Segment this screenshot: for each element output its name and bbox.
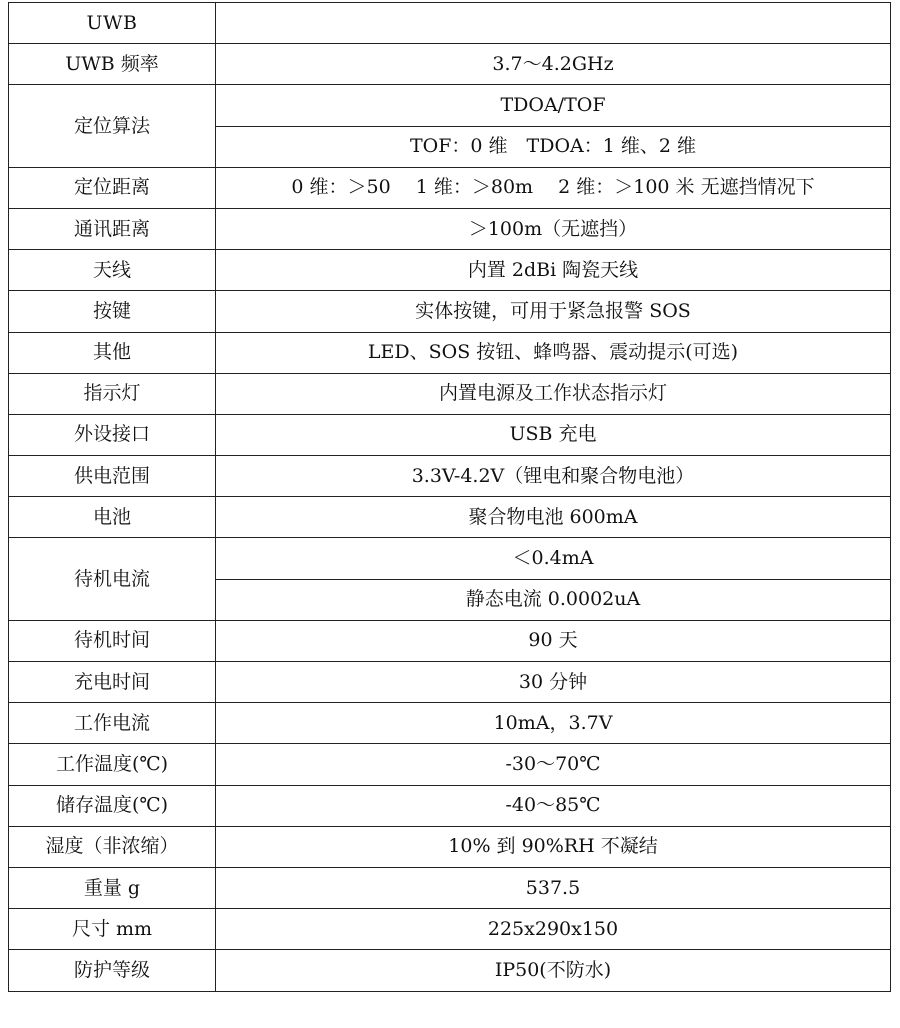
row-label: 电池 bbox=[9, 497, 216, 538]
row-label: UWB bbox=[9, 3, 216, 44]
row-label: 定位距离 bbox=[9, 167, 216, 208]
row-value: 内置 2dBi 陶瓷天线 bbox=[216, 250, 891, 291]
row-label: 尺寸 mm bbox=[9, 909, 216, 950]
table-row bbox=[9, 85, 891, 126]
row-label: 待机时间 bbox=[9, 620, 216, 661]
table-row bbox=[9, 620, 891, 661]
table-row bbox=[9, 744, 891, 785]
row-value: 3.3V-4.2V（锂电和聚合物电池） bbox=[216, 456, 891, 497]
row-value: -40～85℃ bbox=[216, 785, 891, 826]
row-value: ＜0.4mA bbox=[216, 538, 891, 579]
spec-table-body bbox=[9, 3, 891, 992]
row-value: USB 充电 bbox=[216, 414, 891, 455]
row-label: 天线 bbox=[9, 250, 216, 291]
row-value: 实体按键，可用于紧急报警 SOS bbox=[216, 291, 891, 332]
table-row bbox=[9, 332, 891, 373]
row-label: 工作温度(℃) bbox=[9, 744, 216, 785]
row-label: 指示灯 bbox=[9, 373, 216, 414]
row-value: TOF：0 维 TDOA：1 维、2 维 bbox=[216, 126, 891, 167]
row-value: 3.7～4.2GHz bbox=[216, 44, 891, 85]
row-value: 10mA，3.7V bbox=[216, 703, 891, 744]
row-label: 定位算法 bbox=[9, 85, 216, 167]
row-value: 静态电流 0.0002uA bbox=[216, 579, 891, 620]
row-value: ＞100m（无遮挡） bbox=[216, 208, 891, 249]
row-label: 工作电流 bbox=[9, 703, 216, 744]
row-label: 通讯距离 bbox=[9, 208, 216, 249]
table-row bbox=[9, 3, 891, 44]
table-row bbox=[9, 826, 891, 867]
row-label: 按键 bbox=[9, 291, 216, 332]
spec-table bbox=[8, 2, 891, 992]
row-label: 防护等级 bbox=[9, 950, 216, 991]
table-row bbox=[9, 909, 891, 950]
table-row bbox=[9, 414, 891, 455]
row-label: 重量 g bbox=[9, 867, 216, 908]
row-value: IP50(不防水) bbox=[216, 950, 891, 991]
table-row bbox=[9, 456, 891, 497]
row-label: UWB 频率 bbox=[9, 44, 216, 85]
row-value: -30～70℃ bbox=[216, 744, 891, 785]
row-value: 30 分钟 bbox=[216, 662, 891, 703]
row-value: 聚合物电池 600mA bbox=[216, 497, 891, 538]
row-label: 其他 bbox=[9, 332, 216, 373]
table-row bbox=[9, 538, 891, 579]
row-label: 待机电流 bbox=[9, 538, 216, 620]
row-value: TDOA/TOF bbox=[216, 85, 891, 126]
row-value: 225x290x150 bbox=[216, 909, 891, 950]
table-row bbox=[9, 950, 891, 991]
table-row bbox=[9, 291, 891, 332]
table-row bbox=[9, 208, 891, 249]
row-value: 90 天 bbox=[216, 620, 891, 661]
table-row bbox=[9, 250, 891, 291]
row-value: 0 维：＞50 1 维：＞80m 2 维：＞100 米 无遮挡情况下 bbox=[216, 167, 891, 208]
row-label: 储存温度(℃) bbox=[9, 785, 216, 826]
table-row bbox=[9, 867, 891, 908]
row-value: 内置电源及工作状态指示灯 bbox=[216, 373, 891, 414]
table-row bbox=[9, 497, 891, 538]
table-row bbox=[9, 44, 891, 85]
row-value: 537.5 bbox=[216, 867, 891, 908]
table-row bbox=[9, 167, 891, 208]
row-value: LED、SOS 按钮、蜂鸣器、震动提示(可选) bbox=[216, 332, 891, 373]
table-row bbox=[9, 703, 891, 744]
table-row bbox=[9, 662, 891, 703]
row-label: 湿度（非浓缩） bbox=[9, 826, 216, 867]
row-value bbox=[216, 3, 891, 44]
row-value: 10% 到 90%RH 不凝结 bbox=[216, 826, 891, 867]
table-row bbox=[9, 785, 891, 826]
table-row bbox=[9, 373, 891, 414]
row-label: 外设接口 bbox=[9, 414, 216, 455]
row-label: 充电时间 bbox=[9, 662, 216, 703]
row-label: 供电范围 bbox=[9, 456, 216, 497]
